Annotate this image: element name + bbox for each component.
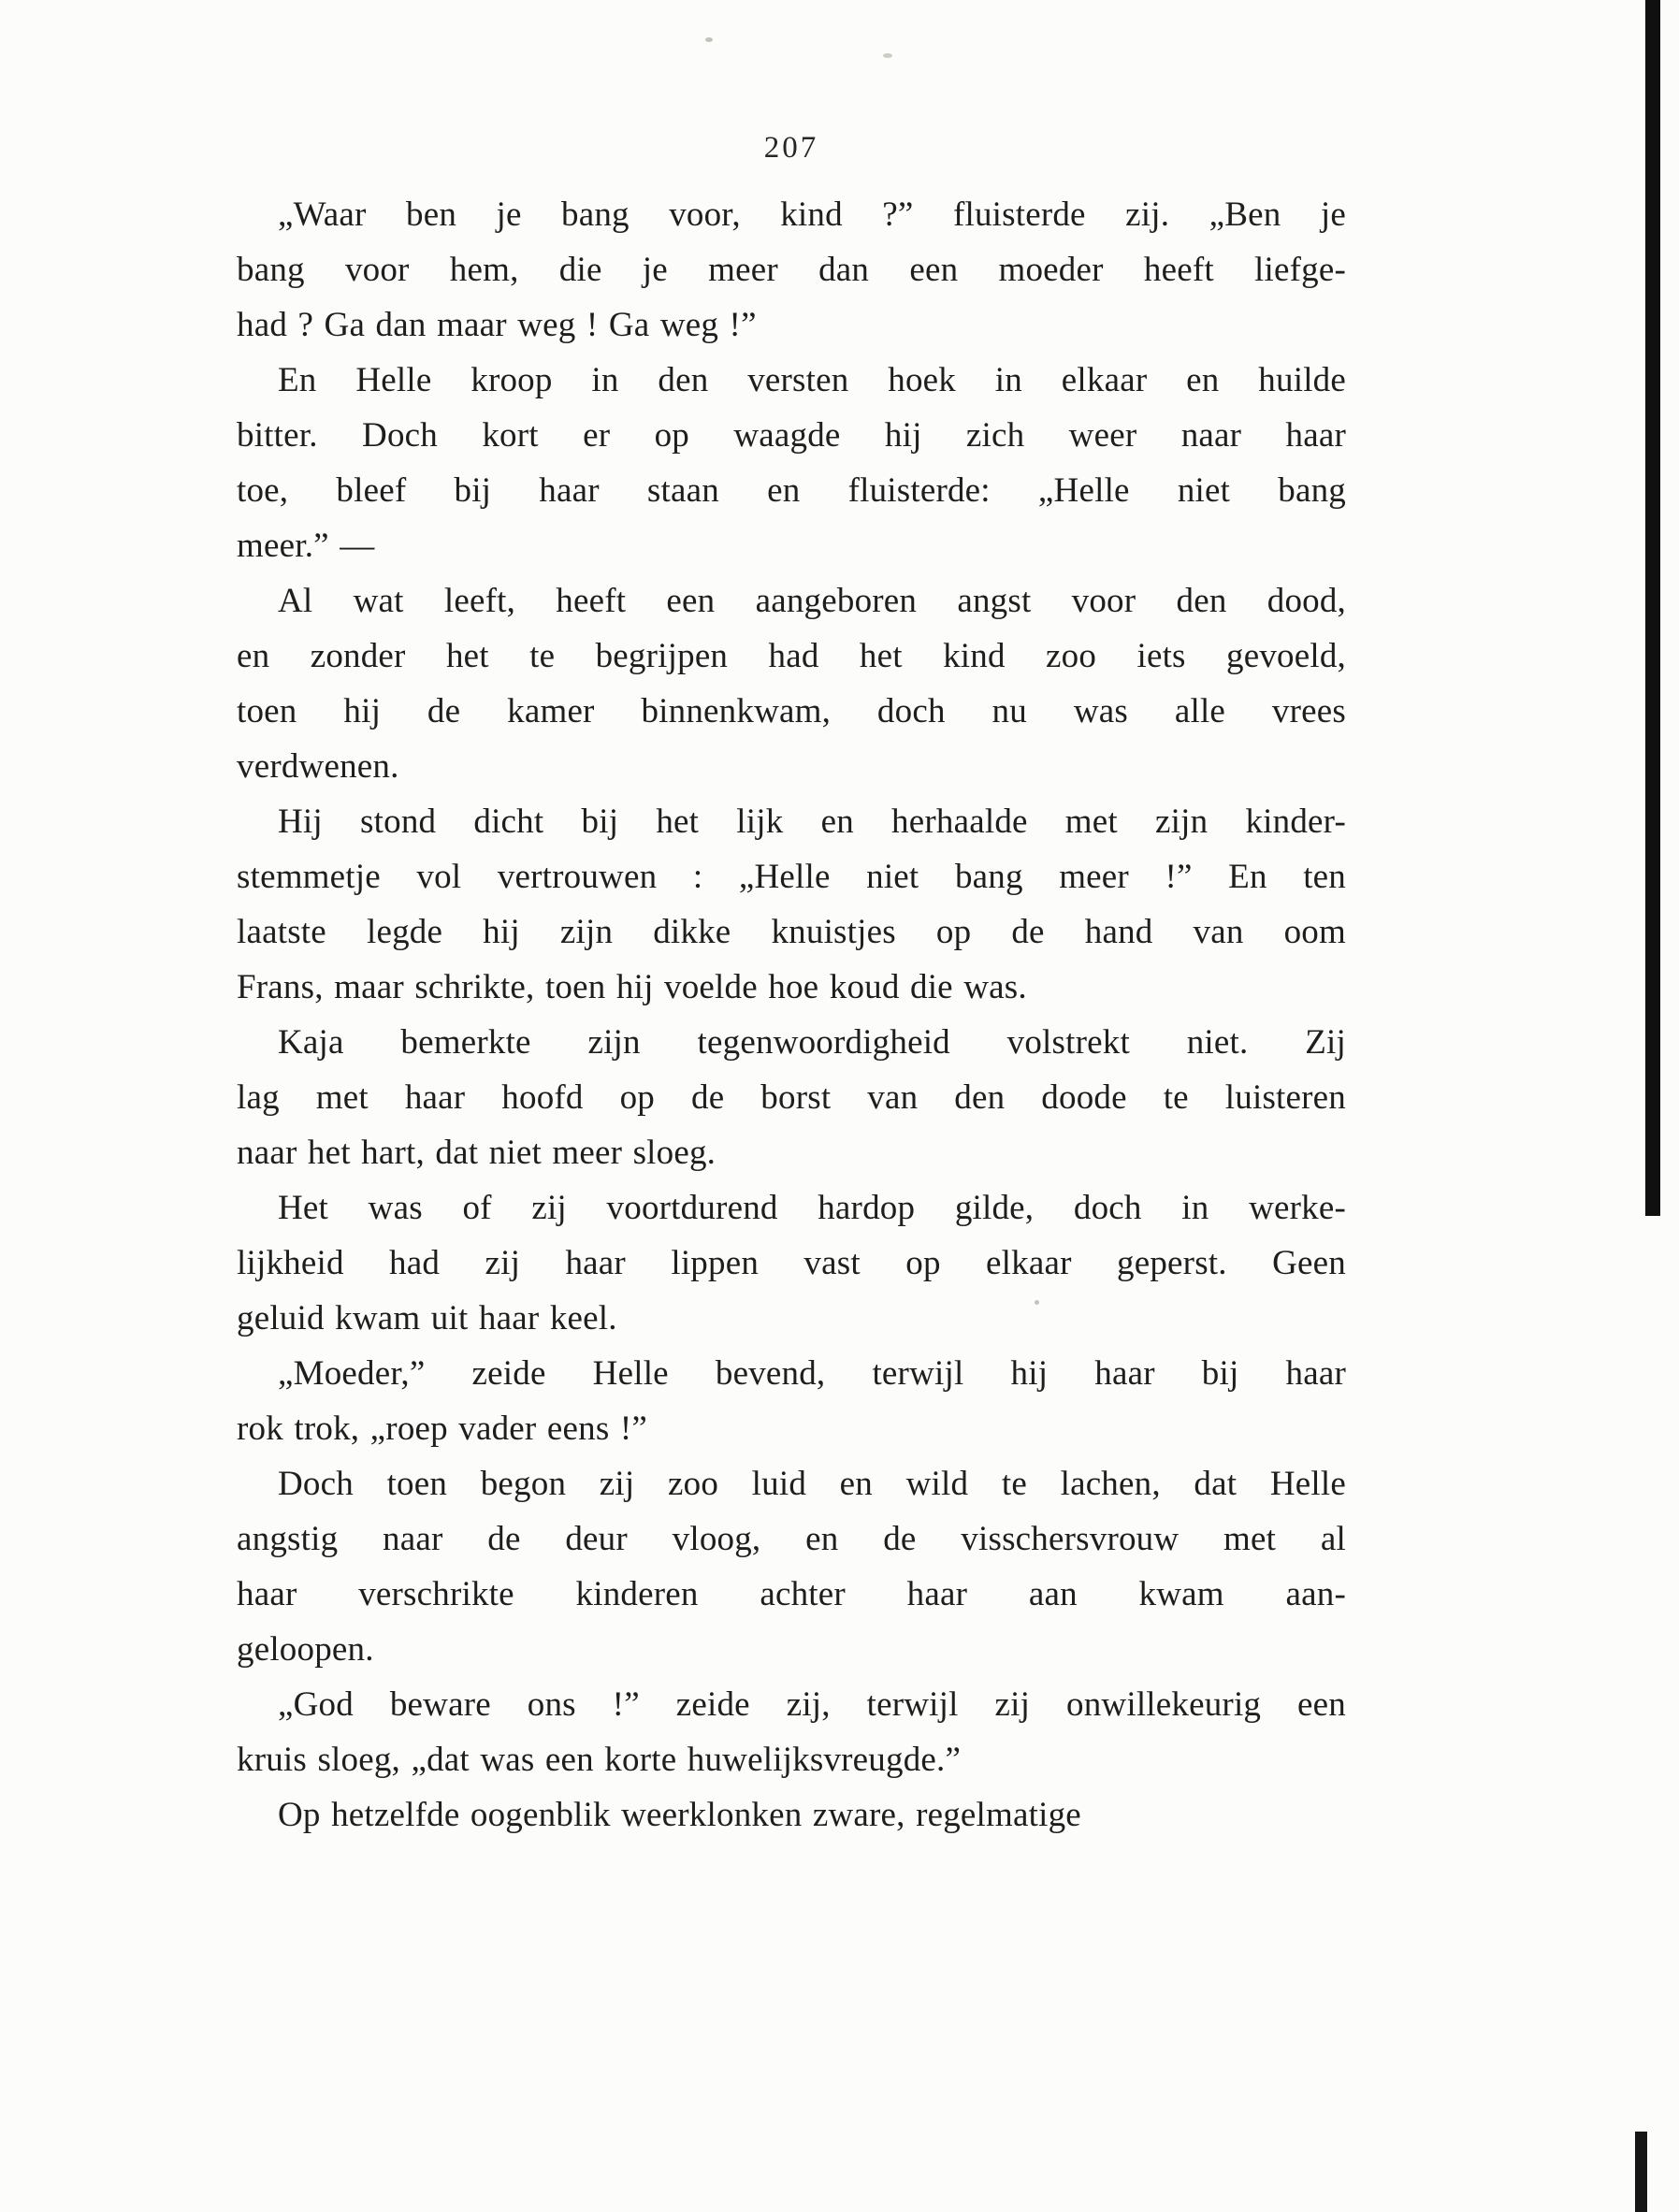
text-line: angstig naar de deur vloog, en de visschersvrouw met al	[237, 1520, 1346, 1558]
text-line: Kaja bemerkte zijn tegenwoordigheid volstrekt niet. Zij	[278, 1023, 1346, 1062]
text-line: Het was of zij voortdurend hardop gilde, doch in werke-	[278, 1189, 1346, 1227]
text-line: haar verschrikte kinderen achter haar aan kwam aan-	[237, 1575, 1346, 1613]
paragraph	[237, 1787, 1346, 1843]
paragraph	[237, 1346, 1346, 1456]
paragraph	[237, 573, 1346, 794]
text-line: lag met haar hoofd op de borst van den doode te luisteren	[237, 1078, 1346, 1117]
text-line: laatste legde hij zijn dikke knuistjes op de hand van oom	[237, 913, 1346, 951]
text-line: lijkheid had zij haar lippen vast op elkaar geperst. Geen	[237, 1244, 1346, 1282]
text-line: En Helle kroop in den versten hoek in elkaar en huilde	[278, 361, 1346, 399]
text-line: geluid kwam uit haar keel.	[237, 1299, 617, 1337]
text-line: „Waar ben je bang voor, kind ?” fluisterde zij. „Ben je	[278, 195, 1346, 234]
text-line: geloopen.	[237, 1630, 374, 1669]
text-line: toe, bleef bij haar staan en fluisterde: „Helle niet bang	[237, 471, 1346, 510]
text-line: bitter. Doch kort er op waagde hij zich weer naar haar	[237, 416, 1346, 455]
paragraph	[237, 353, 1346, 573]
text-line: Doch toen begon zij zoo luid en wild te lachen, dat Helle	[278, 1465, 1346, 1503]
text-line: meer.” —	[237, 527, 375, 565]
text-line: Frans, maar schrikte, toen hij voelde hoe koud die was.	[237, 968, 1027, 1006]
scan-artifact-bar-bottom	[1635, 2132, 1647, 2212]
text-line: en zonder het te begrijpen had het kind zoo iets gevoeld,	[237, 637, 1346, 675]
text-line: had ? Ga dan maar weg ! Ga weg !”	[237, 306, 757, 344]
text-column	[237, 129, 1346, 1843]
paragraph	[237, 1180, 1346, 1346]
text-line: rok trok, „roep vader eens !”	[237, 1410, 648, 1448]
text-line: verdwenen.	[237, 747, 399, 786]
text-line: „Moeder,” zeide Helle bevend, terwijl hij haar bij haar	[278, 1354, 1346, 1393]
paragraph	[237, 1456, 1346, 1677]
paragraph	[237, 187, 1346, 353]
text-line: Al wat leeft, heeft een aangeboren angst voor den dood,	[278, 582, 1346, 620]
scan-dust-speck	[883, 53, 892, 58]
scan-dust-speck	[705, 37, 713, 42]
page-number: 207	[763, 131, 819, 165]
text-line: stemmetje vol vertrouwen : „Helle niet bang meer !” En ten	[237, 858, 1346, 896]
text-line: kruis sloeg, „dat was een korte huwelijksvreugde.”	[237, 1741, 962, 1779]
text-line: naar het hart, dat niet meer sloeg.	[237, 1134, 716, 1172]
paragraph	[237, 1677, 1346, 1787]
text-line: Op hetzelfde oogenblik weerklonken zware, regelmatige	[278, 1796, 1081, 1834]
text-line: bang voor hem, die je meer dan een moeder heeft liefge-	[237, 251, 1346, 289]
text-line: Hij stond dicht bij het lijk en herhaalde met zijn kinder-	[278, 802, 1346, 841]
paragraph	[237, 794, 1346, 1015]
paragraph	[237, 1015, 1346, 1180]
text-line: toen hij de kamer binnenkwam, doch nu was alle vrees	[237, 692, 1346, 730]
text-line: „God beware ons !” zeide zij, terwijl zij onwillekeurig een	[278, 1685, 1346, 1724]
scan-artifact-bar-top	[1645, 0, 1660, 1216]
